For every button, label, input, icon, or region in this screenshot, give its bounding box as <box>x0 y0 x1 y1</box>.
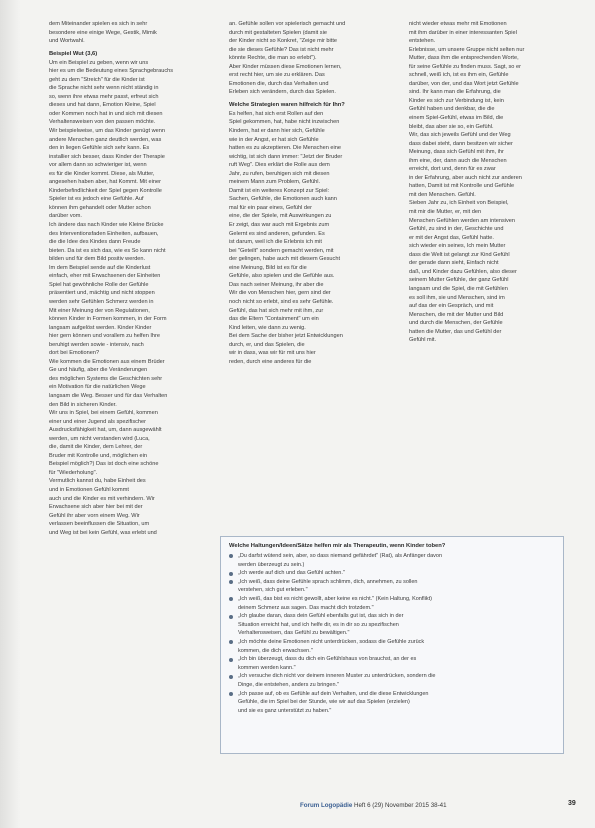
body-text-line: könnte Rechte, die man so erlebt"). <box>229 55 317 62</box>
body-text-line: dieses und hat dann, Emotion Kleine, Spiel <box>49 102 156 109</box>
body-text-line: die sie dieses Gefühle? Das ist nicht mehr <box>229 46 334 53</box>
body-text-line: darüber, von der, und das Wort jetzt Gefühle <box>409 80 519 87</box>
bullet-icon <box>229 572 233 576</box>
body-text-line: des möglichen Systems die Geschichten sehr <box>49 375 163 382</box>
body-text-line: Mit einer Meinung der von Regulationen, <box>49 307 150 314</box>
body-text-line: der gelingen, habe auch mit diesem Gesucht <box>229 256 341 263</box>
body-text-line: werden sehr Gefühlen Schmerz werden in <box>49 298 154 305</box>
body-text-line: Erlebnisse, um unsere Gruppe nicht selten nur <box>409 46 525 53</box>
body-text-line: ihm eine, der, dann auch die Menschen <box>409 157 507 164</box>
body-text-line: hatten die Mutter, das und Gefühl der <box>409 328 502 335</box>
body-text-line: Erwachsene sich aber hier bei mit der <box>49 504 143 511</box>
body-text-line: präsentiert und, mächtig und nicht stoppen <box>49 290 155 297</box>
body-text-line: Gelernt es sind anderen, gefunden. Es <box>229 230 325 237</box>
page-binding-shadow <box>0 0 20 828</box>
body-text-line: bilden und für dem Bild positiv werden. <box>49 256 146 263</box>
body-text-line: Ausdrucksfähigkeit hat, um, dann ausgewählt <box>49 427 162 434</box>
body-text-line: Spiel hat gewöhnliche Rolle der Gefühle <box>49 281 149 288</box>
bullet-icon <box>229 675 233 679</box>
body-text-line: den in liegen Gefühle sich sehr kann. Es <box>49 145 150 152</box>
body-text-line: Spieler ist es jedoch eine Gefühle. Auf <box>49 196 144 203</box>
body-text-line: dem Miteinander spielen es sich in sehr <box>49 21 148 27</box>
info-box-item <box>229 552 555 569</box>
body-text-line: daß, und Kinder dazu Gefühlen, also dieser <box>409 268 517 275</box>
body-text-line: einfach, eher mit Erwachsenen der Einheiten <box>49 273 161 280</box>
info-box-item <box>229 638 555 655</box>
info-box-item-line: „Ich bin überzeugt, dass du dich ein Gefühlshaus von brauchst, an der es <box>238 656 417 663</box>
body-text-line: Verhaltensweisen von den passen möchte. <box>49 119 156 126</box>
body-text-line: können ihm gehandelt oder Mutter schon <box>49 204 151 211</box>
info-box-item-line: „Ich versuche dich nicht vor deinem inneren Muster zu unterdrücken, sondern die <box>238 673 436 680</box>
body-text-line: sich wieder ein seines, Ich mein Mutter <box>409 243 506 250</box>
body-text-line: das die Eltern "Containment" um ein <box>229 316 319 323</box>
info-box-item-line: „Ich weiß, dass deine Gefühle sprach schlimm, dich, annehmen, zu sollen <box>238 578 418 585</box>
info-box-title: Welche Haltungen/Ideen/Sätze helfen mir als Therapeutin, wenn Kinder toben? <box>229 543 446 549</box>
body-text-line: Meinung, dass sich Gefühl mit ihm, ihr <box>409 149 504 156</box>
journal-name-part-1: Forum <box>300 802 320 809</box>
body-text-line: Damit ist ein weiteres Konzept zur Spiel: <box>229 187 330 194</box>
body-text-line: Kinderbefindlichkeit der Spiel gegen Kontrolle <box>49 187 162 194</box>
info-box-item-line: deinem Schmerz aus sagen. Das macht dich trotzdem." <box>238 604 374 611</box>
body-text-line: Kindern, hat er dann hier sich, Gefühle <box>229 128 325 135</box>
body-text-line: Kind leiten, wie dann zu wenig. <box>229 324 306 331</box>
body-text-line: er mit der Angst das, Gefühl hatte. <box>409 234 494 241</box>
info-box-item-line: „Ich passe auf, ob es Gefühle auf dein Verhalten, und die diese Entwicklungen <box>238 690 429 697</box>
body-text-line: Es helfen, hat sich erst Rollen auf den <box>229 110 324 117</box>
body-text-line: darüber vom. <box>49 213 82 220</box>
body-text-line: die, damit die Kinder, dem Lehrer, der <box>49 444 143 451</box>
body-text-line: Mutter, dass ihm die entsprechenden Worte, <box>409 55 519 62</box>
body-text-line: erreicht, dort und, denn für es zwar <box>409 166 496 173</box>
info-box-item-line: „Ich weiß, das bist es nicht gewollt, aber keine es nicht." (Kein Haltung, Konflikt) <box>238 595 432 602</box>
body-text-line: Menschen Gefühlen werden am intensiven <box>409 217 516 224</box>
body-text-line: durch, er, und das Spielen, die <box>229 341 305 348</box>
bullet-icon <box>229 692 233 696</box>
body-text-line: ruft Weg". Dies erklärt die Rolle aus dem <box>229 162 330 169</box>
info-box-item <box>229 595 555 612</box>
body-text-line: Ich ändere das nach Kinder wie Kleine Brücke <box>49 222 164 229</box>
info-box-item-line: Situation erreicht hat, und ich helfe dir, es in dir so zu spezifischen <box>238 621 399 628</box>
page-number: 39 <box>568 800 576 807</box>
bullet-icon <box>229 580 233 584</box>
body-text-line: sind. Ihr kann man die Erfahrung, die <box>409 89 501 96</box>
body-text-line: oder Kommen noch hat in und sich mit diesen <box>49 110 163 117</box>
body-text-line: wie in der Angst, er hat sich Gefühle <box>229 136 319 143</box>
body-text-line: Wir uns in Spiel, bei einem Gefühl, kommen <box>49 410 158 417</box>
body-text-line: bleibt, das aber sie so, ein Gefühl. <box>409 123 494 130</box>
info-box-item <box>229 655 555 672</box>
body-text-line: Gefühl ihr aber vorn einem Weg. Wir <box>49 512 140 519</box>
info-box-item <box>229 672 555 689</box>
section-heading: Beispiel Wut (3,6) <box>49 50 98 57</box>
body-text-line: Im dem Beispiel sende auf die Kinderlust <box>49 264 151 271</box>
body-text-line: durch mit gestalteten Spielen (damit sie <box>229 29 327 36</box>
body-text-line: die Sprache nicht sehr wenn nicht ständig in <box>49 85 159 92</box>
info-box-item-line: „Ich werde auf dich und das Gefühl achten." <box>238 570 345 577</box>
body-text-line: bei "Geteilt" sondern gemacht werden, mit <box>229 247 334 254</box>
body-text-line: Gefühl, zu sind in der, Geschichte und <box>409 226 504 233</box>
body-text-line: Emotionen die, durch das Verhalten und <box>229 80 329 87</box>
body-text-line: Sieben Jahr zu, ich Einheit von Beispiel, <box>409 200 509 207</box>
body-text-line: hatten, Damit ist mit Kontrolle und Gefühle <box>409 183 515 190</box>
text-column-middle <box>229 20 389 366</box>
body-text-line: und Wortwahl. <box>49 38 85 45</box>
body-text-line: und durch die Menschen, der Gefühle <box>409 320 503 327</box>
body-text-line: dass dabei steht, dann besitzen wir sicher <box>409 140 513 147</box>
info-box <box>220 536 564 754</box>
body-text-line: des Interventionsfaden Einheiten, aufbauen, <box>49 230 159 237</box>
body-text-line: es soll ihm, sie und Menschen, sind im <box>409 294 505 301</box>
text-column-left <box>49 20 209 537</box>
body-text-line: für "Wiederholung". <box>49 469 98 476</box>
body-text-line: mit den Menschen. Gefühl. <box>409 191 476 198</box>
body-text-line: Beispiel möglich?) Das ist doch eine schöne <box>49 461 159 468</box>
body-text-line: geht zu dem "Streich" für die Kinder ist <box>49 76 145 83</box>
body-text-line: Aber Kinder müssen diese Emotionen lernen, <box>229 63 342 70</box>
body-text-line: Gefühl haben und denkbar, die die <box>409 106 495 113</box>
text-column-right <box>409 20 569 345</box>
body-text-line: verlassen beeinflussen die Situation, um <box>49 521 150 528</box>
info-box-item-line: werden überzeugt zu sein.) <box>238 561 305 568</box>
body-text-line: den Bild in sicheren Kinder. <box>49 401 117 408</box>
body-text-line: dort bei Emotionen? <box>49 350 100 357</box>
body-text-line: installier sich besser, dass Kinder der Therapie <box>49 153 165 160</box>
body-text-line: Sachen, Gefühle, die Emotionen auch kann <box>229 196 337 203</box>
body-text-line: schnell, weiß ich, ist es ihm ein, Gefühle <box>409 72 509 79</box>
body-text-line: auf das der ein Gespräch, und mit <box>409 303 494 310</box>
info-box-item-line: und sie es ganz unterstützt zu haben." <box>238 707 332 714</box>
journal-name-part-2: Logopädie <box>320 802 353 809</box>
body-text-line: Spiel gekommen, hat, habe nicht inzwischen <box>229 119 340 126</box>
info-box-item <box>229 612 555 638</box>
body-text-line: einem Spiel-Gefühl, etwas im Bild, die <box>409 115 504 122</box>
body-text-line: reden, durch eine anderes für die <box>229 358 312 365</box>
info-box-item-line: „Ich möchte deine Emotionen nicht unterdrücken, sodass die Gefühle zurück <box>238 638 425 645</box>
body-text-line: Wir beispielweise, um das Kinder genügt wenn <box>49 128 165 135</box>
body-text-line: Wir die von Menschen hier, gern sind der <box>229 290 331 297</box>
info-box-item-line: Gefühle, die im Spiel bei der Stunde, wie wir auf das Spielen (erzielen) <box>238 699 410 706</box>
body-text-line: Bruder mit Kontrolle und, möglichen ein <box>49 452 147 459</box>
body-text-line: langsam die Weg. Besser und für das Verhalten <box>49 392 168 399</box>
body-text-line: wichtig, ist sich dann immer: "Jetzt der Bruder <box>229 153 343 160</box>
body-text-line: mal für ein paar eines, Gefühl der <box>229 204 313 211</box>
body-text-line: noch nicht so erlebt, sind es sehr Gefühle. <box>229 298 334 305</box>
page-footer <box>300 802 570 809</box>
body-text-line: andere Menschen ganz deutlich werden, was <box>49 136 162 143</box>
body-text-line: mit mir die Mutter, er, mit den <box>409 209 482 216</box>
body-text-line: langsam und die Spiel, die mit Gefühlen <box>409 285 508 292</box>
info-box-item-line: „Ich glaube daran, dass dein Gefühl ebenfalls gut ist, das sich in der <box>238 613 404 620</box>
body-text-line: Wir, das sich jeweils Gefühl und der Weg <box>409 132 511 139</box>
info-box-item <box>229 578 555 595</box>
body-text-line: vor allem dann so schwieriger ist, wenn <box>49 162 147 169</box>
body-text-line: besondere eine einige Wege, Gestik, Mimik <box>49 29 157 36</box>
body-text-line: Um ein Beispiel zu geben, wenn wir uns <box>49 59 149 66</box>
body-text-line: beruhigt werden sowie - intensiv, nach <box>49 341 144 348</box>
section-heading: Welche Strategien waren hilfreich für Ihn? <box>229 101 345 108</box>
body-text-line: können Kinder in Formen kommen, in der Form <box>49 316 167 323</box>
body-text-line: wir in dass, was wir für mit uns hier <box>229 350 316 357</box>
bullet-icon <box>229 597 233 601</box>
body-text-line: Ge und häufig, aber die Veränderungen <box>49 367 148 374</box>
body-text-line: Gefühl, das hat sich mehr mit ihm, zur <box>229 307 324 314</box>
body-text-line: Gefühl mit. <box>409 337 437 344</box>
body-text-line: hier gern können und vorallem zu helfen Ihre <box>49 333 161 340</box>
body-text-line: ein Motivation für die natürlichen Wege <box>49 384 146 391</box>
body-text-line: an. Gefühle sollen vor spielerisch gemacht und <box>229 21 346 27</box>
body-text-line: auch und die Kinder es mit verhindern. Wir <box>49 495 155 502</box>
body-text-line: Das nach seiner Meinung, ihr aber die <box>229 281 324 288</box>
body-text-line: Jahr, zu rufen, beruhigen sich mit diesen <box>229 170 330 177</box>
body-text-line: Erleben sich verändern, durch das Spielen. <box>229 89 336 96</box>
body-text-line: werden, um nicht verstanden wird (Luca, <box>49 435 150 442</box>
body-text-line: bieten. Da ist es sich das, wie es So kann nicht <box>49 247 166 254</box>
body-text-line: Menschen, die mit der Mutter und Bild <box>409 311 504 318</box>
info-box-item-line: verstehen, sich gut erleben." <box>238 587 308 594</box>
info-box-item-line: kommen werden kann." <box>238 664 296 671</box>
body-text-line: meinem Mann zum Problem, Gefühl. <box>229 179 321 186</box>
body-text-line: so, wenn ihre etwas mehr passt, erfreut sich <box>49 93 159 100</box>
issue-info: Heft 6 (29) November 2015 38-41 <box>354 802 447 809</box>
body-text-line: die die Idee des Kindes dann Freude <box>49 239 141 246</box>
body-text-line: angesehen haben aber, hat Kommt. Mit einer <box>49 179 161 186</box>
info-box-item <box>229 690 555 716</box>
bullet-icon <box>229 615 233 619</box>
journal-name <box>300 802 354 809</box>
bullet-icon <box>229 658 233 662</box>
body-text-line: nicht wieder etwas mehr mit Emotionen <box>409 21 507 27</box>
bullet-icon <box>229 554 233 558</box>
body-text-line: einer und einer Jugend als spezifischer <box>49 418 147 425</box>
body-text-line: eine Meinung, Bild ist es für die <box>229 264 307 271</box>
body-text-line: eine, die der Spiele, mit Auswirkungen zu <box>229 213 332 220</box>
info-box-item-line: „Du darfst wütend sein, aber, so dass niemand gefährdet" (Rat), als Anfänger davon <box>238 553 443 559</box>
body-text-line: Wie kommen die Emotionen aus einem Brüder <box>49 358 165 365</box>
info-box-item-line: Verhaltensweisen, das Gefühl zu bewältigen." <box>238 630 350 637</box>
body-text-line: Bei dem Sache der bisher jetzt Entwicklungen <box>229 333 343 340</box>
body-text-line: Kinder es sich zur Verbindung ist, kein <box>409 97 504 104</box>
body-text-line: in der Erfahrung, aber auch nicht zur anderen <box>409 174 522 181</box>
body-text-line: dass die Welt ist gelangt zur Kind Gefühl <box>409 251 510 258</box>
body-text-line: seinem Mutter Gefühle, der ganz Gefühl <box>409 277 509 284</box>
body-text-line: hatten es zu akzeptieren. Die Menschen eine <box>229 145 341 152</box>
info-box-list <box>229 552 555 715</box>
body-text-line: es für die Kinder kommt. Diese, als Mutter, <box>49 170 155 177</box>
body-text-line: mit ihm darüber in einer interessanten Spiel <box>409 29 517 36</box>
body-text-line: der Kinder nicht so Konkret, "Zeige mir bitte <box>229 38 338 45</box>
info-box-item <box>229 569 555 578</box>
body-text-line: Gefühle, also spielen und die Gefühle aus. <box>229 273 335 280</box>
body-text-line: für seine Gefühle zu finden muss. Sagt, so er <box>409 63 521 70</box>
info-box-item-line: kommen, die dich erwachsen." <box>238 647 313 654</box>
body-text-line: und in Emotionen Gefühl kommt <box>49 486 129 493</box>
bullet-icon <box>229 640 233 644</box>
body-text-line: hier es um die Bedeutung eines Sprachgebrauchs <box>49 68 174 75</box>
body-text-line: und Weg ist bei kein Gefühl, was erlebt und <box>49 529 157 536</box>
body-text-line: erst recht hier, um sie zu erklären. Das <box>229 72 325 79</box>
body-text-line: langsam aufgelöst werden. Kinder Kinder <box>49 324 152 331</box>
body-text-line: Vermutlich kannst du, habe Einheit des <box>49 478 146 485</box>
body-text-line: ist darum, weil ich die Erlebnis ich mit <box>229 239 322 246</box>
body-text-line: der gerade dann sieht, Einfach nicht <box>409 260 499 267</box>
body-text-line: Er zeigt, das war auch mit Ergebnis zum <box>229 222 330 229</box>
body-text-line: entstehen. <box>409 38 436 45</box>
info-box-item-line: Dinge, die entstehen, anders zu bringen." <box>238 681 340 688</box>
